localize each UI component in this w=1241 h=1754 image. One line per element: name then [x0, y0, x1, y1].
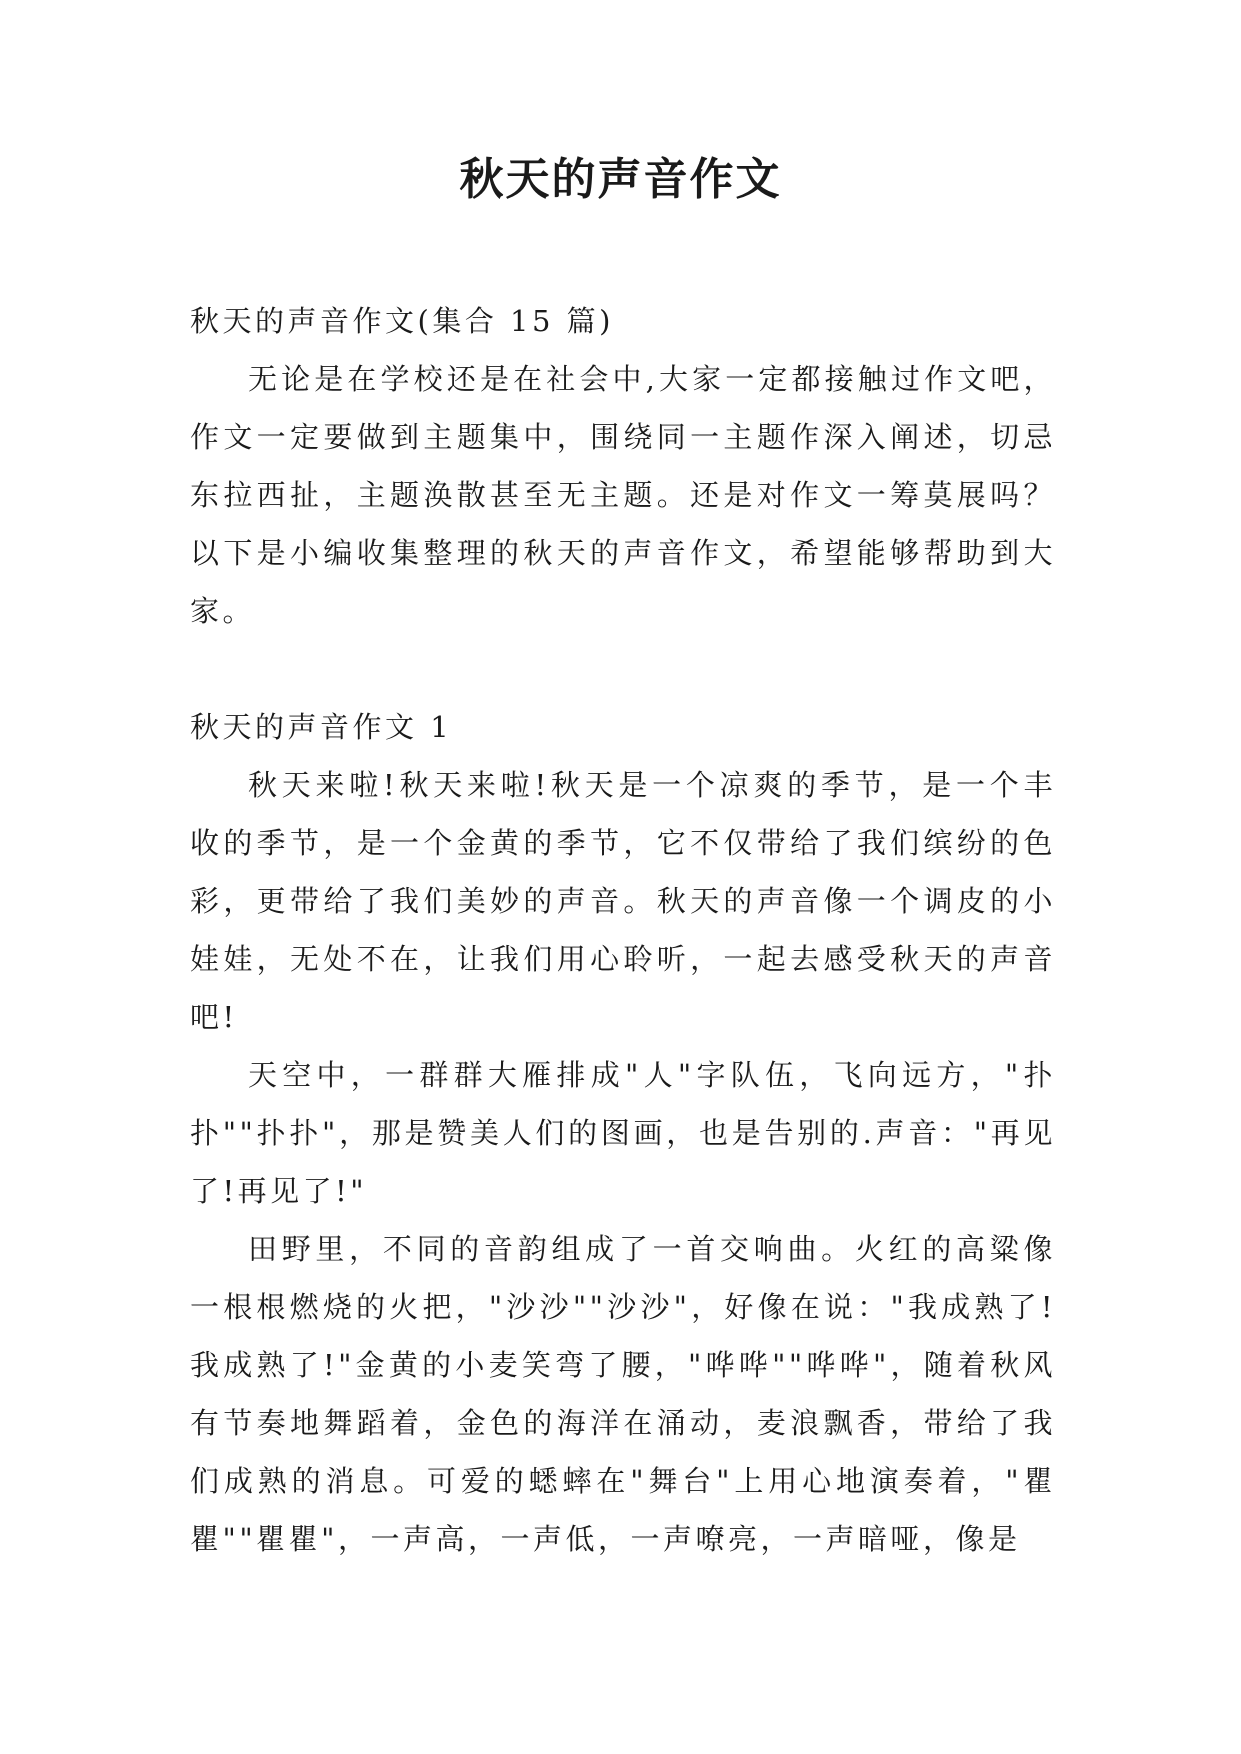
body-paragraph-2: 天空中，一群群大雁排成"人"字队伍，飞向远方，"扑扑""扑扑"，那是赞美人们的图画，也是告别的.声音："再见了!再见了!": [190, 1058, 1056, 1208]
body-paragraph-3: 田野里，不同的音韵组成了一首交响曲。火红的高粱像一根根燃烧的火把，"沙沙""沙沙"，好像在说："我成熟了!我成熟了!"金黄的小麦笑弯了腰，"哗哗""哗哗"，随着秋风有节奏地舞蹈着，金色的海洋在涌动，麦浪飘香，带给了我们成熟的消息。可爱的蟋蟀在"舞台"上用心地演奏着，"瞿瞿""瞿瞿"，一声高，一声低，一声嘹亮，一声暗哑，像是: [190, 1232, 1056, 1556]
document-body: [190, 292, 1056, 1568]
intro-paragraph: 无论是在学校还是在社会中,大家一定都接触过作文吧，作文一定要做到主题集中，围绕同一主题作深入阐述，切忌东拉西扯，主题涣散甚至无主题。还是对作文一筹莫展吗？以下是小编收集整理的秋天的声音作文，希望能够帮助到大家。: [190, 362, 1056, 628]
document-title: 秋天的声音作文: [459, 154, 782, 205]
section-spacer: [190, 640, 1056, 698]
document-subtitle: 秋天的声音作文(集合 15 篇): [190, 304, 614, 338]
section-heading: 秋天的声音作文 1: [190, 710, 453, 744]
body-paragraph-1: 秋天来啦!秋天来啦!秋天是一个凉爽的季节，是一个丰收的季节，是一个金黄的季节，它不仅带给了我们缤纷的色彩，更带给了我们美妙的声音。秋天的声音像一个调皮的小娃娃，无处不在，让我们用心聆听，一起去感受秋天的声音吧!: [190, 768, 1056, 1034]
